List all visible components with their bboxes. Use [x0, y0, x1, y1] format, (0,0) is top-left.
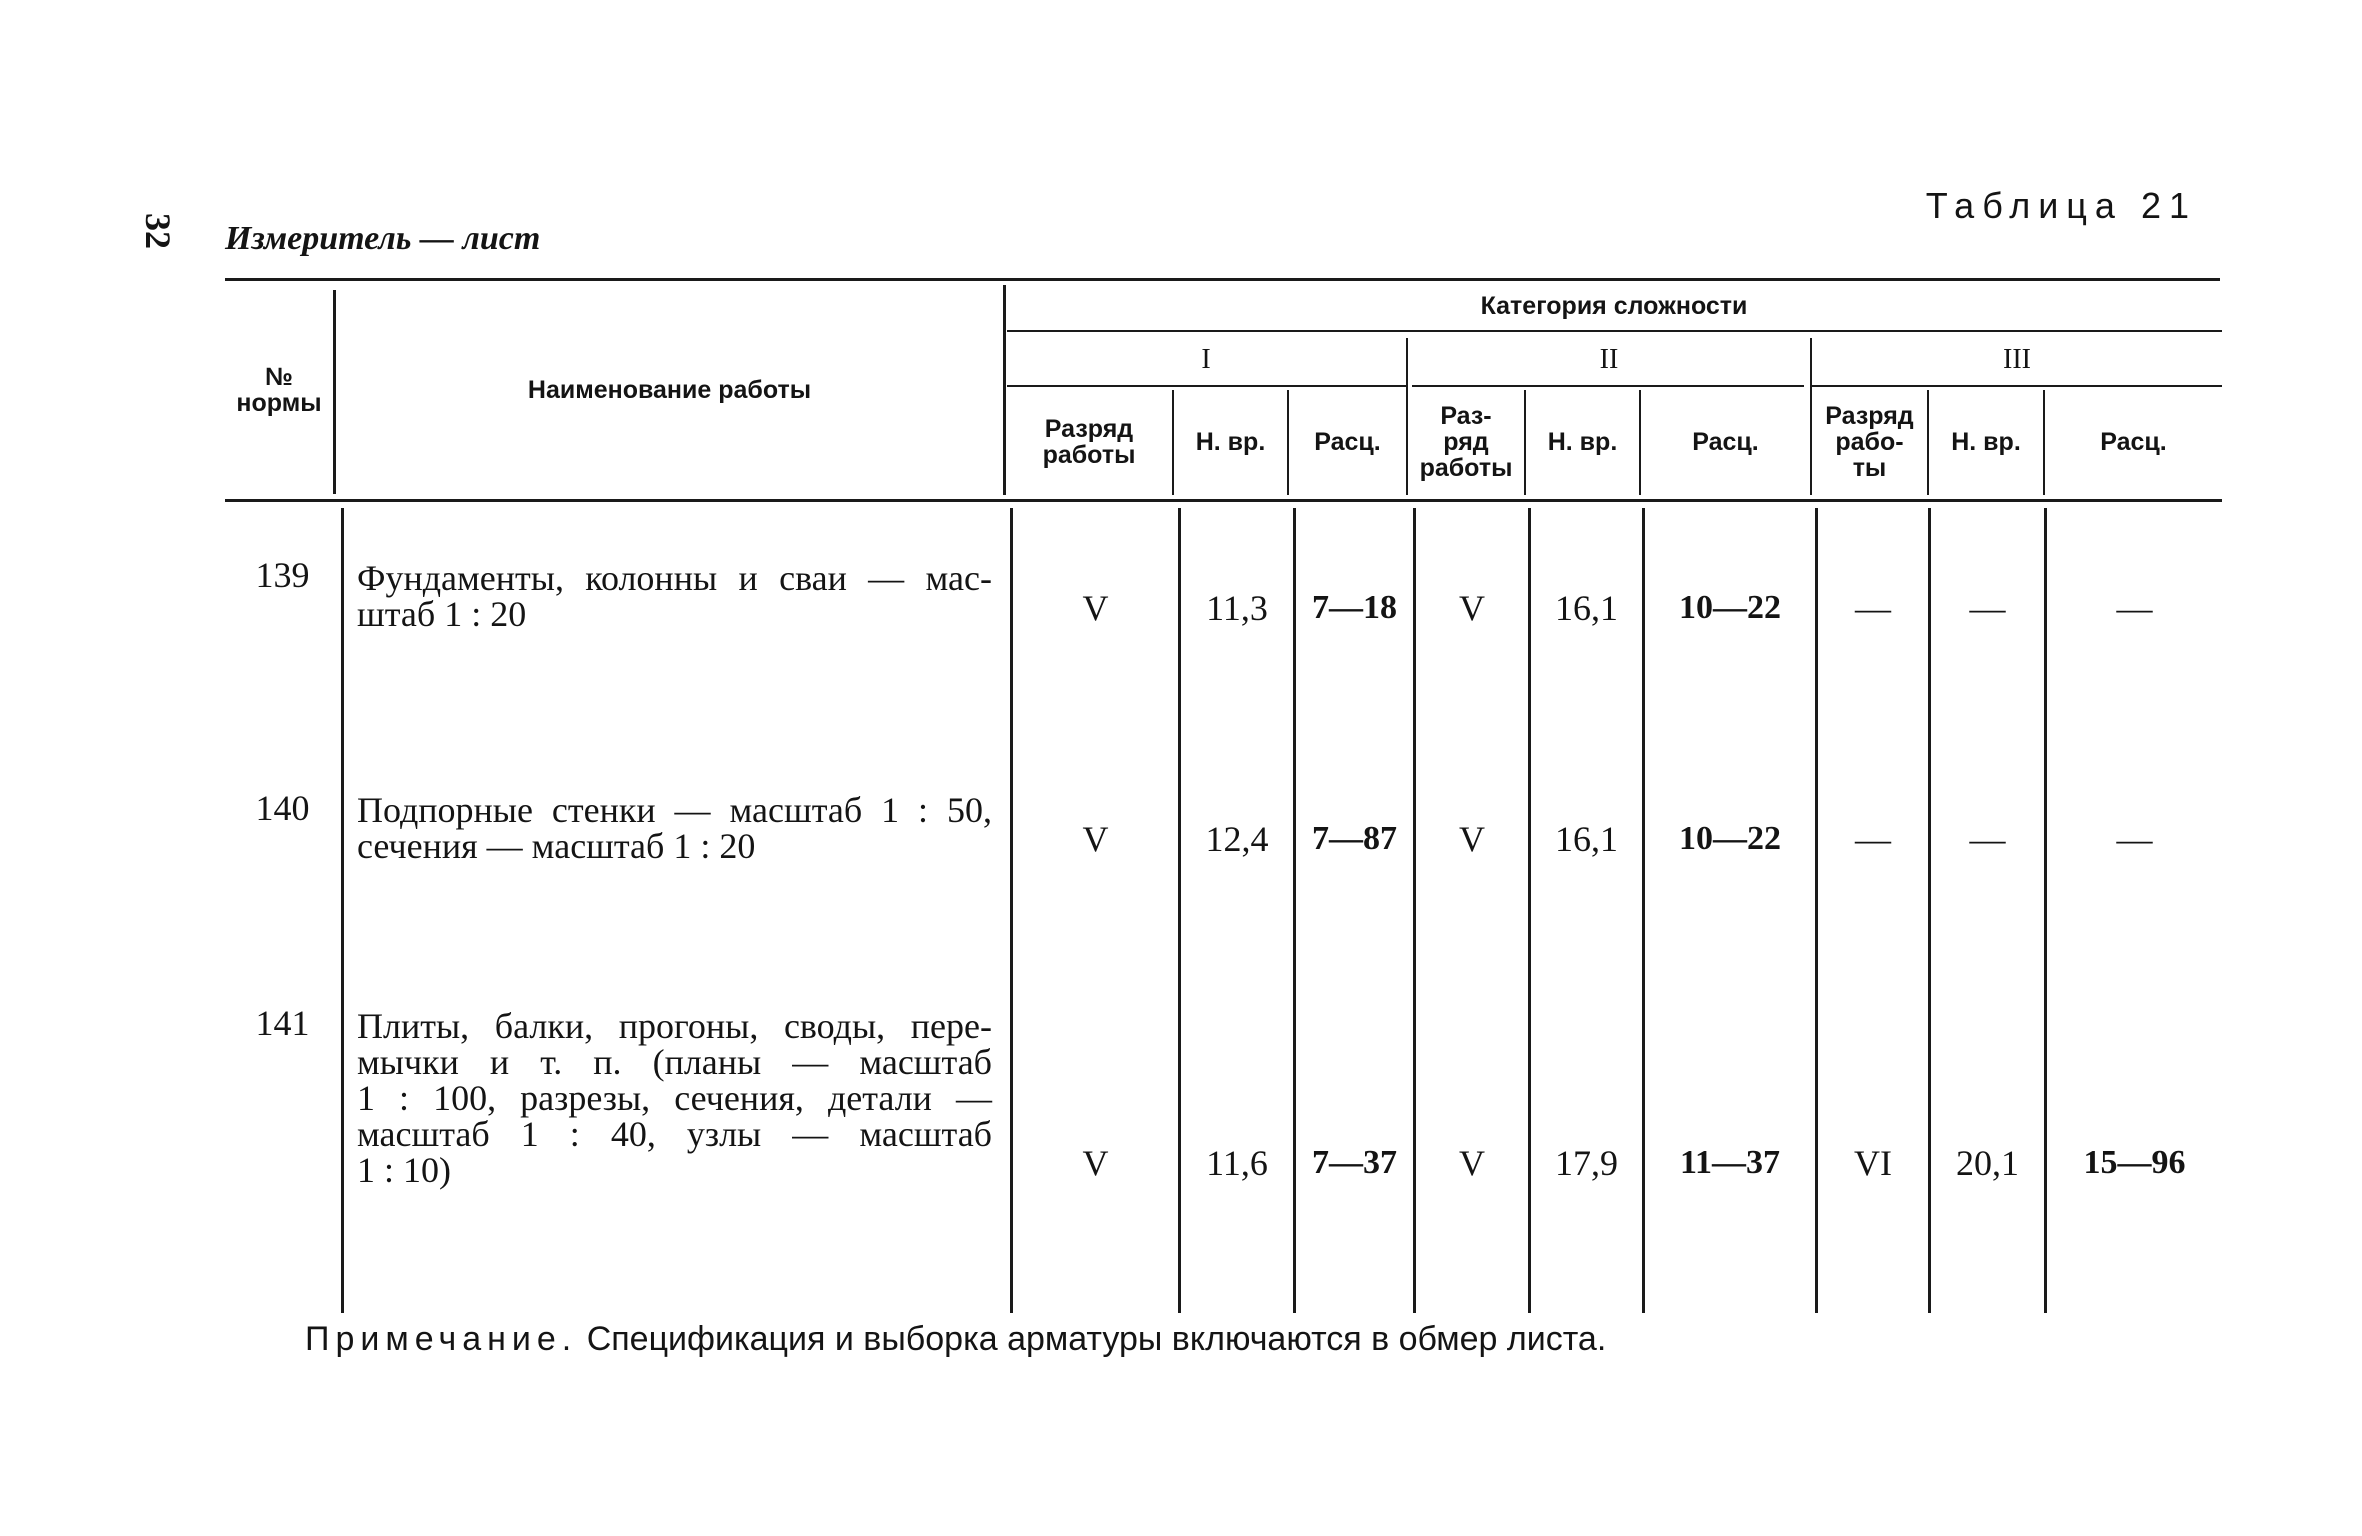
- c2-rate: 10—22: [1679, 820, 1781, 857]
- c3-rate: —: [2116, 588, 2153, 628]
- header-i-rate: Расц.: [1314, 428, 1381, 456]
- c2-rate: 10—22: [1679, 589, 1781, 626]
- c1-grade: V: [1082, 819, 1109, 859]
- c1-grade: V: [1082, 588, 1109, 628]
- c2-grade: V: [1459, 1143, 1485, 1183]
- header-i-time: Н. вр.: [1195, 428, 1266, 456]
- header-category-ii: II: [1599, 344, 1619, 375]
- table-label: Таблица 21: [1925, 185, 2197, 226]
- row-work-name-line: Фундаменты, колонны и сваи — мас-: [357, 558, 992, 598]
- row-norm-no: 141: [255, 1003, 310, 1043]
- row-work-name-line: штаб 1 : 20: [357, 594, 527, 634]
- c2-time: 17,9: [1555, 1143, 1618, 1183]
- row-work-name-line: мычки и т. п. (планы — масштаб: [357, 1042, 992, 1082]
- c3-time: 20,1: [1956, 1143, 2019, 1183]
- c1-time: 11,3: [1206, 588, 1268, 628]
- header-category-i: I: [1201, 344, 1211, 375]
- row-norm-no: 140: [255, 788, 310, 828]
- c3-rate: —: [2116, 819, 2153, 859]
- c2-time: 16,1: [1555, 588, 1618, 628]
- header-ii-rate: Расц.: [1692, 428, 1759, 456]
- c1-rate: 7—18: [1312, 589, 1397, 626]
- header-category-iii: III: [2003, 344, 2031, 375]
- table-note: [305, 1320, 1606, 1359]
- note-lead: Примечание.: [305, 1320, 578, 1358]
- header-iii-rate: Расц.: [2100, 428, 2167, 456]
- c1-rate: 7—37: [1312, 1144, 1397, 1181]
- header-ii-time: Н. вр.: [1547, 428, 1618, 456]
- header-ii-grade: Раз- ряд работы: [1419, 402, 1513, 482]
- c2-rate: 11—37: [1679, 1144, 1781, 1181]
- c3-grade: —: [1855, 588, 1891, 628]
- c3-grade: —: [1855, 819, 1891, 859]
- note-text: Спецификация и выборка арматуры включаются в обмер листа.: [577, 1320, 1607, 1358]
- header-norm-no: № нормы: [236, 363, 322, 417]
- row-work-name-line: 1 : 10): [357, 1150, 451, 1190]
- header-iii-grade: Разряд рабо- ты: [1825, 402, 1914, 482]
- c3-time: —: [1969, 819, 2006, 859]
- row-work-name-line: масштаб 1 : 40, узлы — масштаб: [357, 1114, 992, 1154]
- header-work-name: Наименование работы: [527, 376, 812, 404]
- row-work-name-line: Подпорные стенки — масштаб 1 : 50,: [357, 790, 992, 830]
- c2-grade: V: [1459, 588, 1485, 628]
- row-work-name-line: Плиты, балки, прогоны, своды, пере-: [357, 1006, 992, 1046]
- c2-time: 16,1: [1555, 819, 1618, 859]
- row-norm-no: 139: [255, 555, 310, 595]
- row-work-name-line: сечения — масштаб 1 : 20: [357, 826, 756, 866]
- header-i-grade: Разряд работы: [1042, 415, 1136, 469]
- c1-time: 11,6: [1206, 1143, 1268, 1183]
- measure-unit: Измеритель — лист: [225, 220, 541, 257]
- c1-time: 12,4: [1205, 819, 1269, 859]
- c2-grade: V: [1459, 819, 1485, 859]
- header-category-title: Категория сложности: [1480, 292, 1748, 320]
- c1-rate: 7—87: [1312, 820, 1397, 857]
- page-number: 32: [138, 213, 178, 249]
- c3-rate: 15—96: [2083, 1144, 2186, 1181]
- row-work-name-line: 1 : 100, разрезы, сечения, детали —: [357, 1078, 992, 1118]
- header-iii-time: Н. вр.: [1951, 428, 2021, 456]
- c3-grade: VI: [1854, 1143, 1892, 1183]
- c1-grade: V: [1082, 1143, 1109, 1183]
- c3-time: —: [1969, 588, 2006, 628]
